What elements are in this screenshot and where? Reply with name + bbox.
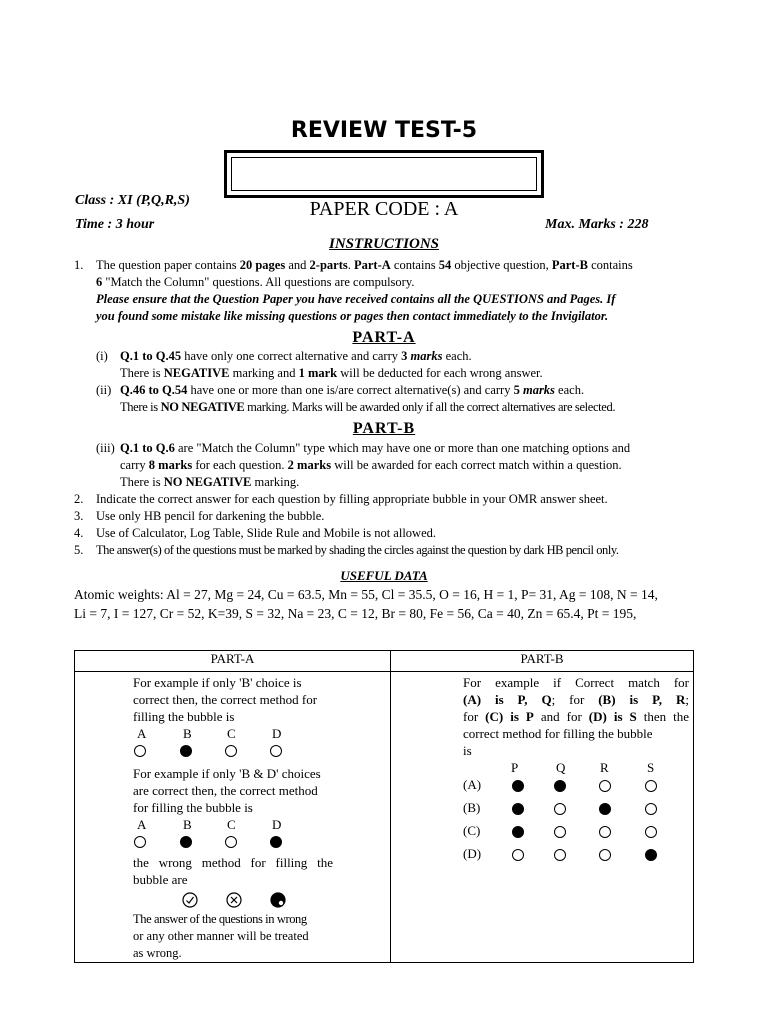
bubble-a1-D [270, 745, 282, 757]
bubble-b-3-Q [554, 849, 566, 861]
b-col-R: R [600, 760, 609, 775]
part-a-column-header: PART-A [75, 651, 391, 672]
instr-5-num: 5. [74, 543, 84, 557]
b-col-P: P [511, 760, 519, 775]
b-col-S: S [647, 760, 655, 775]
instr-1-num: 1. [74, 258, 84, 272]
bubble-b-2-Q [554, 826, 566, 838]
part-b-example-cell [391, 672, 694, 963]
b-row-label: (C) [463, 823, 481, 838]
part-a-ii-num: (ii) [96, 383, 112, 397]
instr-4-text: Use of Calculator, Log Table, Slide Rule and Mobile is not allowed. [96, 526, 436, 540]
paper-code: PAPER CODE : A [309, 198, 459, 220]
instr-3-text: Use only HB pencil for darkening the bubble. [96, 509, 325, 523]
part-a-example2-text: For example if only 'B & D' choices are correct then, the correct method for filling the bubble is [133, 766, 321, 815]
test-title: REVIEW TEST-5 [290, 118, 478, 143]
bubble-b-2-P [512, 826, 524, 838]
a-letter-C: C [227, 726, 236, 741]
part-a-example1-text: For example if only 'B' choice is correct then, the correct method for filling the bubble is [133, 675, 318, 724]
part-a-i-line2: There is NEGATIVE marking and 1 mark will be deducted for each wrong answer. [120, 366, 543, 380]
bubble-a2-C [225, 836, 237, 848]
bubble-b-3-P [512, 849, 524, 861]
bubble-b-0-R [599, 780, 611, 792]
part-a-heading: PART-A [352, 329, 416, 346]
part-b-column-header: PART-B [391, 651, 694, 672]
bubble-b-3-R [599, 849, 611, 861]
part-a-ii-line: Q.46 to Q.54 have one or more than one is/are correct alternative(s) and carry 5 marks each. [120, 383, 585, 397]
max-marks: Max. Marks : 228 [545, 217, 649, 232]
bubble-a1-C [225, 745, 237, 757]
useful-data-heading: USEFUL DATA [340, 568, 428, 583]
b-row-label: (D) [463, 846, 482, 861]
bubble-b-1-Q [554, 803, 566, 815]
bubble-a2-B [180, 836, 192, 848]
part-b-iii-line3: There is NO NEGATIVE marking. [120, 475, 300, 489]
bubble-b-2-S [645, 826, 657, 838]
part-a-i-line: Q.1 to Q.45 have only one correct alternative and carry 3 marks each. [120, 349, 472, 363]
instr-2-num: 2. [74, 492, 84, 506]
instr-3-num: 3. [74, 509, 84, 523]
instr-1-line1: The question paper contains 20 pages and 2-parts. Part-A contains 54 objective question, Part-B contains [96, 258, 633, 272]
class-line: Class : XI (P,Q,R,S) [75, 193, 190, 208]
a2-letter-B: B [183, 817, 192, 832]
time-line: Time : 3 hour [75, 217, 155, 232]
roll-number-box [224, 150, 544, 198]
bubble-b-0-S [645, 780, 657, 792]
part-a-wrong-method-text: the wrong method for filling the bubble are [133, 855, 333, 887]
a-letter-B: B [183, 726, 192, 741]
a-letter-A: A [137, 726, 147, 741]
part-a-note-text: The answer of the questions in wrong or any other manner will be treated as wrong. [133, 912, 309, 960]
a2-letter-A: A [137, 817, 147, 832]
part-b-heading: PART-B [352, 420, 416, 437]
bubble-b-1-P [512, 803, 524, 815]
a-letter-D: D [272, 726, 282, 741]
bubble-b-2-R [599, 826, 611, 838]
roll-number-box-inner [231, 157, 537, 191]
instr-1-line2: 6 "Match the Column" questions. All questions are compulsory. [96, 275, 415, 289]
wrong-method-bubbles [181, 891, 291, 909]
bubble-b-1-S [645, 803, 657, 815]
bubble-b-0-P [512, 780, 524, 792]
instructions-heading: INSTRUCTIONS [328, 236, 440, 252]
instr-5-text: The answer(s) of the questions must be marked by shading the circles against the question by dark HB pencil only. [96, 543, 619, 557]
bubble-a1-B [180, 745, 192, 757]
b-row-label: (A) [463, 777, 482, 792]
part-b-example-text: For example if Correct match for (A) is P, Q; for (B) is P, R; for (C) is P and for (D) is S then the correct method for filling the bubble is [463, 675, 689, 758]
bubble-b-3-S [645, 849, 657, 861]
instr-2-text: Indicate the correct answer for each question by filling appropriate bubble in your OMR answer sheet. [96, 492, 608, 506]
instr-4-num: 4. [74, 526, 84, 540]
b-col-Q: Q [556, 760, 566, 775]
tick-bubble-icon [183, 893, 197, 907]
bubble-a2-D [270, 836, 282, 848]
part-b-iii-num: (iii) [96, 441, 115, 455]
part-a-i-num: (i) [96, 349, 108, 363]
bubble-b-0-Q [554, 780, 566, 792]
part-b-iii-line: Q.1 to Q.6 are "Match the Column" type which may have one or more than one matching options and [120, 441, 631, 455]
omr-example-table [74, 650, 694, 963]
instr-1-line4: you found some mistake like missing questions or pages then contact immediately to the Invigilator. [96, 309, 609, 323]
a2-letter-D: D [272, 817, 282, 832]
instr-1-line3: Please ensure that the Question Paper you have received contains all the QUESTIONS and Pages. If [96, 292, 616, 306]
bubble-a1-A [134, 745, 146, 757]
b-row-label: (B) [463, 800, 481, 815]
cross-bubble-icon [227, 893, 241, 907]
atomic-weights-line2: Li = 7, I = 127, Cr = 52, K=39, S = 32, Na = 23, C = 12, Br = 80, Fe = 56, Ca = 40, Zn = 65.4, Pt = 195, [74, 606, 637, 621]
a2-letter-C: C [227, 817, 236, 832]
part-b-iii-line2: carry 8 marks for each question. 2 marks will be awarded for each correct match within a question. [120, 458, 622, 472]
part-a-ii-line2: There is NO NEGATIVE marking. Marks will be awarded only if all the correct alternatives are selected. [120, 400, 616, 414]
atomic-weights-line1: Atomic weights: Al = 27, Mg = 24, Cu = 63.5, Mn = 55, Cl = 35.5, O = 16, H = 1, P= 31, Ag = 108, N = 14, [74, 587, 658, 602]
bubble-a2-A [134, 836, 146, 848]
bubble-b-1-R [599, 803, 611, 815]
partial-fill-bubble-icon [271, 893, 285, 907]
part-a-example-cell [75, 672, 391, 963]
